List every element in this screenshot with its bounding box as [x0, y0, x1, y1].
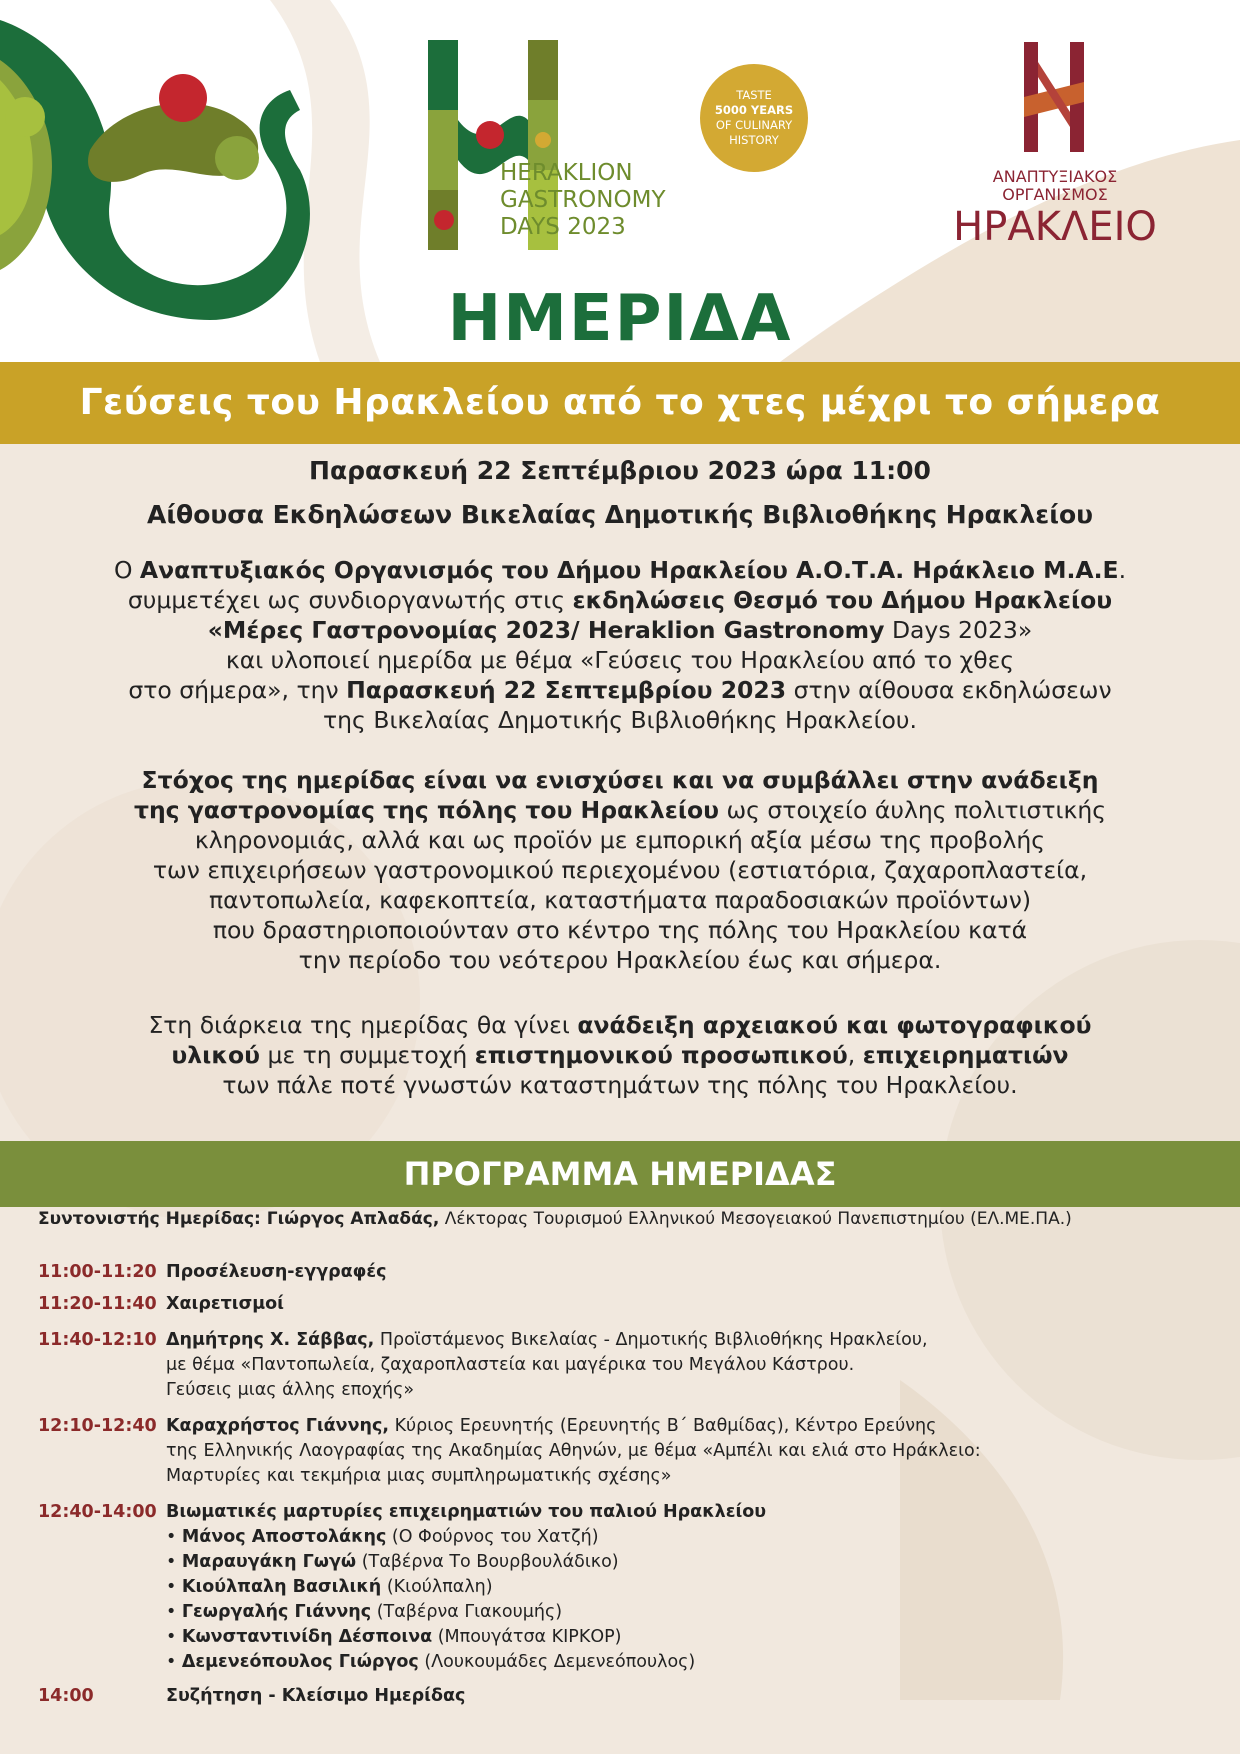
list-item: • Δεμενεόπουλος Γιώργος (Λουκουμάδες Δεμενεόπουλος) — [166, 1652, 696, 1672]
text-fragment: στο σήμερα», την — [128, 676, 347, 704]
text-fragment: «Μέρες Γαστρονομίας 2023/ Heraklion Gastronomy — [207, 616, 885, 644]
text-fragment — [166, 1500, 1206, 1525]
text-fragment: Λέκτορας Τουρισμού Ελληνικού Μεσογειακού Πανεπιστημίου (ΕΛ.ΜΕ.ΠΑ.) — [439, 1209, 1072, 1229]
taste-badge — [700, 64, 808, 172]
text-fragment: της Ελληνικής Λαογραφίας της Ακαδημίας Αθηνών, με θέμα «Αμπέλι και ελιά στο Ηράκλειο: — [166, 1441, 981, 1461]
text-fragment: Μάνος Αποστολάκης — [181, 1527, 387, 1547]
text-fragment: κληρονομιάς, αλλά και ως προϊόν με εμπορική αξία μέσω της προβολής — [194, 826, 1046, 854]
text-fragment: Αναπτυξιακός Οργανισμός του Δήμου Ηρακλείου Α.Ο.Τ.Α. Ηράκλειο Μ.Α.Ε — [139, 556, 1119, 584]
text-fragment: παντοπωλεία, καφεκοπτεία, καταστήματα παραδοσιακών προϊόντων) — [208, 886, 1032, 914]
text-fragment — [70, 555, 1170, 585]
text-fragment: Βιωματικές μαρτυρίες επιχειρηματιών του παλιού Ηρακλείου — [166, 1502, 767, 1522]
text-fragment: ανάδειξη αρχειακού και φωτογραφικού — [577, 1011, 1092, 1039]
list-item: • Κωνσταντινίδη Δέσποινα (Μπουγάτσα ΚΙΡΚΟΡ) — [166, 1627, 622, 1647]
text-fragment — [70, 1010, 1170, 1040]
text-fragment: Κύριος Ερευνητής (Ερευνητής Β΄ Βαθμίδας), Κέντρο Ερεύνης — [389, 1416, 937, 1436]
program-time: 12:10-12:40 — [38, 1416, 157, 1436]
wordmark-line-2: GASTRONOMY — [500, 187, 666, 213]
text-fragment: Προσέλευση-εγγραφές — [166, 1262, 387, 1282]
text-fragment: Days 2023» — [884, 616, 1033, 644]
text-fragment: (Ταβέρνα Το Βουρβουλάδικο) — [356, 1552, 619, 1572]
text-fragment: . — [1118, 556, 1127, 584]
list-item: • Μαραυγάκη Γωγώ (Ταβέρνα Το Βουρβουλάδικο) — [166, 1552, 619, 1572]
text-fragment — [70, 1040, 1170, 1070]
goal-paragraph — [70, 765, 1170, 975]
text-fragment: (Ο Φούρνος του Χατζή) — [386, 1527, 599, 1547]
wordmark-line-1: HERAKLION — [500, 160, 633, 186]
org-h-logo-mark — [1020, 42, 1090, 152]
organic-shapes-graphic — [0, 0, 330, 330]
text-fragment: Κιούλπαλη Βασιλική — [181, 1577, 382, 1597]
program-time: 11:40-12:10 — [38, 1330, 157, 1350]
badge-line-4: HISTORY — [729, 133, 779, 147]
text-fragment — [166, 1292, 1206, 1317]
text-fragment: της γαστρονομίας της πόλης του Ηρακλείου — [133, 796, 719, 824]
text-fragment: Καραχρήστος Γιάννης, — [166, 1416, 390, 1436]
text-fragment — [166, 1260, 1206, 1285]
text-fragment: Μαραυγάκη Γωγώ — [181, 1552, 357, 1572]
org-line-1: ΑΝΑΠΤΥΞΙΑΚΟΣ — [992, 167, 1118, 186]
text-fragment: επιχειρηματιών — [862, 1041, 1069, 1069]
text-fragment: Συντονιστής Ημερίδας: Γιώργος Απλαδάς, — [38, 1209, 440, 1229]
wordmark-line-3: DAYS 2023 — [500, 214, 626, 240]
text-fragment: και υλοποιεί ημερίδα με θέμα «Γεύσεις του Ηρακλείου από το χθες — [225, 646, 1015, 674]
badge-line-2: 5000 YEARS — [714, 103, 794, 117]
text-fragment: Γεύσεις μιας άλλης εποχής» — [166, 1380, 415, 1400]
subtitle-banner: Γεύσεις του Ηρακλείου από το χτες μέχρι το σήμερα — [0, 362, 1240, 444]
text-fragment: των πάλε ποτέ γνωστών καταστημάτων της πόλης του Ηρακλείου. — [222, 1071, 1018, 1099]
text-fragment: Χαιρετισμοί — [166, 1294, 284, 1314]
text-fragment: Κωνσταντινίδη Δέσποινα — [181, 1627, 433, 1647]
text-fragment: , — [847, 1041, 863, 1069]
program-time: 11:00-11:20 — [38, 1262, 157, 1282]
text-fragment: Δεμενεόπουλος Γιώργος — [181, 1652, 419, 1672]
text-fragment: που δραστηριοποιούνταν στο κέντρο της πόλης του Ηρακλείου κατά — [212, 916, 1028, 944]
text-fragment — [70, 765, 1170, 795]
text-fragment — [70, 585, 1170, 615]
text-fragment: Γεωργαλής Γιάννης — [181, 1602, 372, 1622]
program-heading: ΠΡΟΓΡΑΜΜΑ ΗΜΕΡΙΔΑΣ — [0, 1141, 1240, 1207]
text-fragment — [166, 1414, 1206, 1489]
text-fragment: στην αίθουσα εκδηλώσεων — [786, 676, 1112, 704]
text-fragment: Δημήτρης Χ. Σάββας, — [166, 1330, 375, 1350]
text-fragment: της Βικελαίας Δημοτικής Βιβλιοθήκης Ηρακλείου. — [323, 706, 917, 734]
list-item: • Μάνος Αποστολάκης (Ο Φούρνος του Χατζή) — [166, 1527, 599, 1547]
text-fragment: (Λουκουμάδες Δεμενεόπουλος) — [418, 1652, 696, 1672]
text-fragment: συμμετέχει ως συνδιοργανωτής στις — [127, 586, 573, 614]
text-fragment: ως στοιχείο άυλης πολιτιστικής — [719, 796, 1107, 824]
text-fragment: εκδηλώσεις Θεσμό του Δήμου Ηρακλείου — [572, 586, 1113, 614]
text-fragment: υλικού — [171, 1041, 261, 1069]
program-time: 12:40-14:00 — [38, 1502, 157, 1522]
intro-paragraph — [70, 555, 1170, 735]
text-fragment: Στόχος της ημερίδας είναι να ενισχύσει και να συμβάλλει στην ανάδειξη — [141, 766, 1099, 794]
event-date: Παρασκευή 22 Σεπτέμβριου 2023 ώρα 11:00 — [309, 456, 931, 485]
gastronomy-days-wordmark — [500, 160, 666, 241]
text-fragment: την περίοδο του νεότερου Ηρακλείου έως και σήμερα. — [298, 946, 942, 974]
text-fragment — [166, 1500, 1206, 1675]
text-fragment — [70, 795, 1170, 825]
text-fragment — [70, 615, 1170, 645]
activities-paragraph — [70, 1010, 1170, 1100]
page-title: ΗΜΕΡΙΔΑ — [447, 282, 793, 356]
badge-line-3: OF CULINARY — [715, 118, 793, 132]
text-fragment: των επιχειρήσεων γαστρονομικού περιεχομένου (εστιατόρια, ζαχαροπλαστεία, — [152, 856, 1088, 884]
text-fragment: (Ταβέρνα Γιακουμής) — [371, 1602, 563, 1622]
program-time: 11:20-11:40 — [38, 1294, 157, 1314]
text-fragment — [166, 1414, 1206, 1439]
text-fragment: (Μπουγάτσα ΚΙΡΚΟΡ) — [432, 1627, 622, 1647]
text-fragment — [166, 1328, 1206, 1403]
program-time: 14:00 — [38, 1686, 94, 1706]
text-fragment — [166, 1328, 1206, 1353]
text-fragment: Στη διάρκεια της ημερίδας θα γίνει — [148, 1011, 578, 1039]
text-fragment — [166, 1684, 1206, 1709]
text-fragment: με θέμα «Παντοπωλεία, ζαχαροπλαστεία και μαγέρικα του Μεγάλου Κάστρου. — [166, 1355, 855, 1375]
text-fragment — [70, 675, 1170, 705]
text-fragment: Ο — [113, 556, 140, 584]
org-line-2: ΟΡΓΑΝΙΣΜΟΣ — [1002, 185, 1108, 204]
text-fragment: Μαρτυρίες και τεκμήρια μιας συμπληρωματικής σχέσης» — [166, 1466, 672, 1486]
org-line-3: ΗΡΑΚΛΕΙΟ — [953, 204, 1157, 250]
list-item: • Γεωργαλής Γιάννης (Ταβέρνα Γιακουμής) — [166, 1602, 563, 1622]
list-item: • Κιούλπαλη Βασιλική (Κιούλπαλη) — [166, 1577, 493, 1597]
text-fragment: Προϊστάμενος Βικελαίας - Δημοτικής Βιβλιοθήκης Ηρακλείου, — [374, 1330, 928, 1350]
text-fragment: (Κιούλπαλη) — [381, 1577, 493, 1597]
text-fragment: επιστημονικού προσωπικού — [474, 1041, 848, 1069]
coordinator-line — [38, 1209, 1218, 1229]
org-logo-text — [930, 168, 1180, 248]
text-fragment: Συζήτηση - Κλείσιμο Ημερίδας — [166, 1686, 466, 1706]
text-fragment: Παρασκευή 22 Σεπτεμβρίου 2023 — [346, 676, 787, 704]
badge-line-1: TASTE — [736, 88, 772, 102]
text-fragment: με τη συμμετοχή — [260, 1041, 475, 1069]
event-venue: Αίθουσα Εκδηλώσεων Βικελαίας Δημοτικής Βιβλιοθήκης Ηρακλείου — [146, 500, 1094, 529]
